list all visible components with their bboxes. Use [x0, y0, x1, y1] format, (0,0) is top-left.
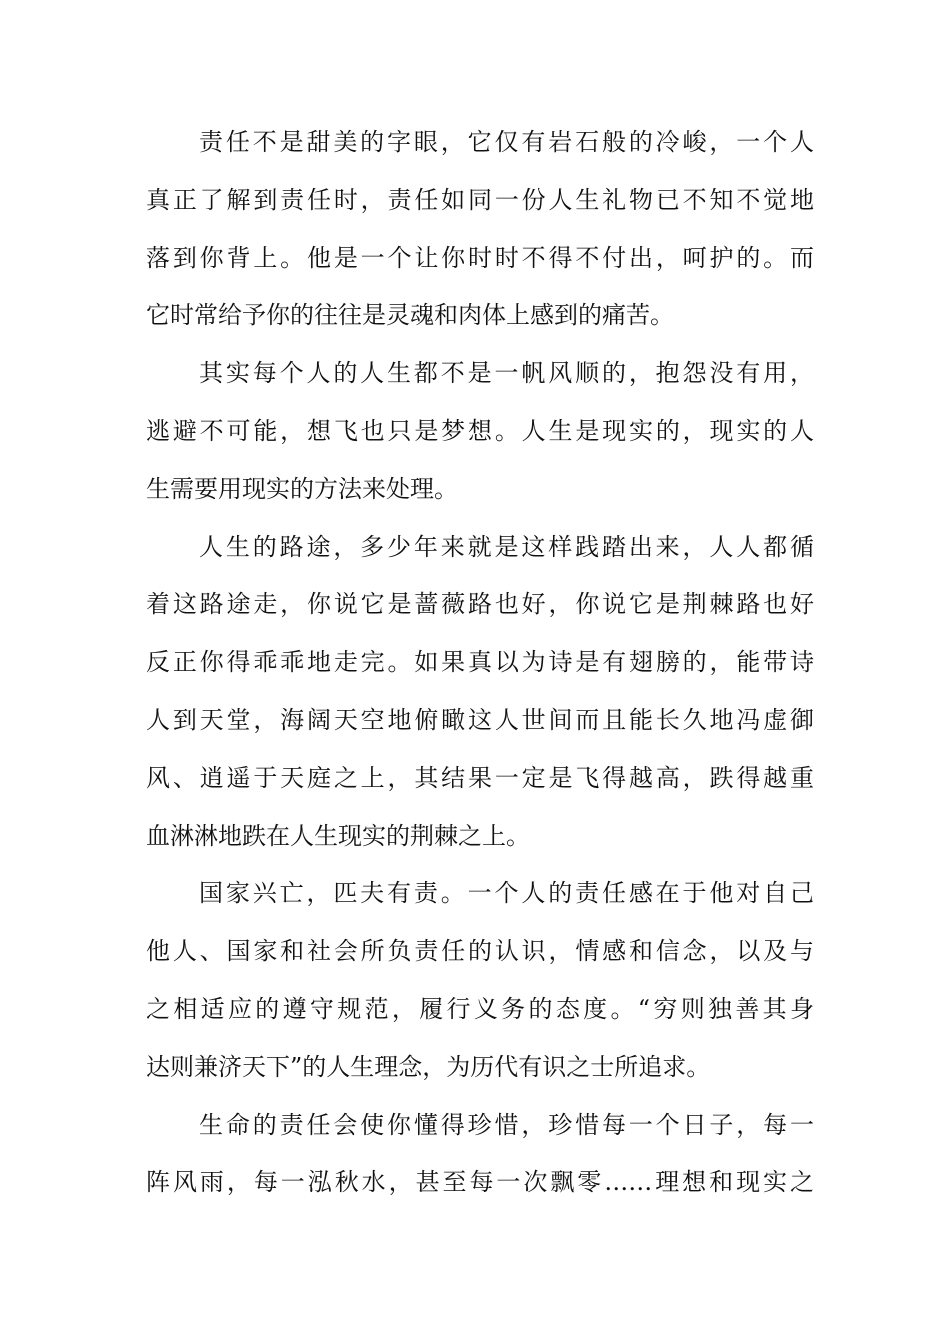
paragraph-2-line-3: 生需要用现实的方法来处理。 — [146, 474, 458, 503]
paragraph-3-line-2: 着这路途走，你说它是蔷薇路也好，你说它是荆棘路也好 — [146, 590, 814, 619]
paragraph-1-line-1: 责任不是甜美的字眼，它仅有岩石般的冷峻，一个人 — [199, 128, 814, 156]
paragraph-3-line-4: 人到天堂，海阔天空地俯瞰这人世间而且能长久地冯虚御 — [146, 705, 814, 734]
paragraph-3-line-6: 血淋淋地跌在人生现实的荆棘之上。 — [146, 821, 530, 850]
paragraph-4-line-2: 他人、国家和社会所负责任的认识，情感和信念，以及与 — [146, 937, 814, 966]
paragraph-2-line-1: 其实每个人的人生都不是一帆风顺的，抱怨没有用， — [199, 359, 814, 388]
paragraph-3-line-3: 反正你得乖乖地走完。如果真以为诗是有翅膀的，能带诗 — [146, 648, 814, 677]
body-text — [146, 114, 814, 1212]
paragraph-3-line-5: 风、逍遥于天庭之上，其结果一定是飞得越高，跌得越重 — [146, 763, 814, 792]
paragraph-1-line-3: 落到你背上。他是一个让你时时不得不付出，呵护的。而 — [146, 243, 814, 272]
paragraph-5-line-2: 阵风雨，每一泓秋水，甚至每一次飘零……理想和现实之 — [146, 1168, 814, 1197]
paragraph-2-line-2: 逃避不可能，想飞也只是梦想。人生是现实的，现实的人 — [146, 416, 814, 445]
paragraph-3-line-1: 人生的路途，多少年来就是这样践踏出来，人人都循 — [199, 532, 814, 561]
paragraph-4-line-1: 国家兴亡，匹夫有责。一个人的责任感在于他对自己 — [199, 879, 814, 908]
paragraph-1-line-2: 真正了解到责任时，责任如同一份人生礼物已不知不觉地 — [146, 185, 814, 214]
paragraph-5-line-1: 生命的责任会使你懂得珍惜，珍惜每一个日子，每一 — [199, 1110, 814, 1139]
paragraph-1-line-4: 它时常给予你的往往是灵魂和肉体上感到的痛苦。 — [146, 301, 674, 330]
paragraph-4-line-4: 达则兼济天下”的人生理念，为历代有识之士所追求。 — [146, 1052, 711, 1081]
paragraph-4-line-3: 之相适应的遵守规范，履行义务的态度。“穷则独善其身 — [146, 994, 814, 1023]
